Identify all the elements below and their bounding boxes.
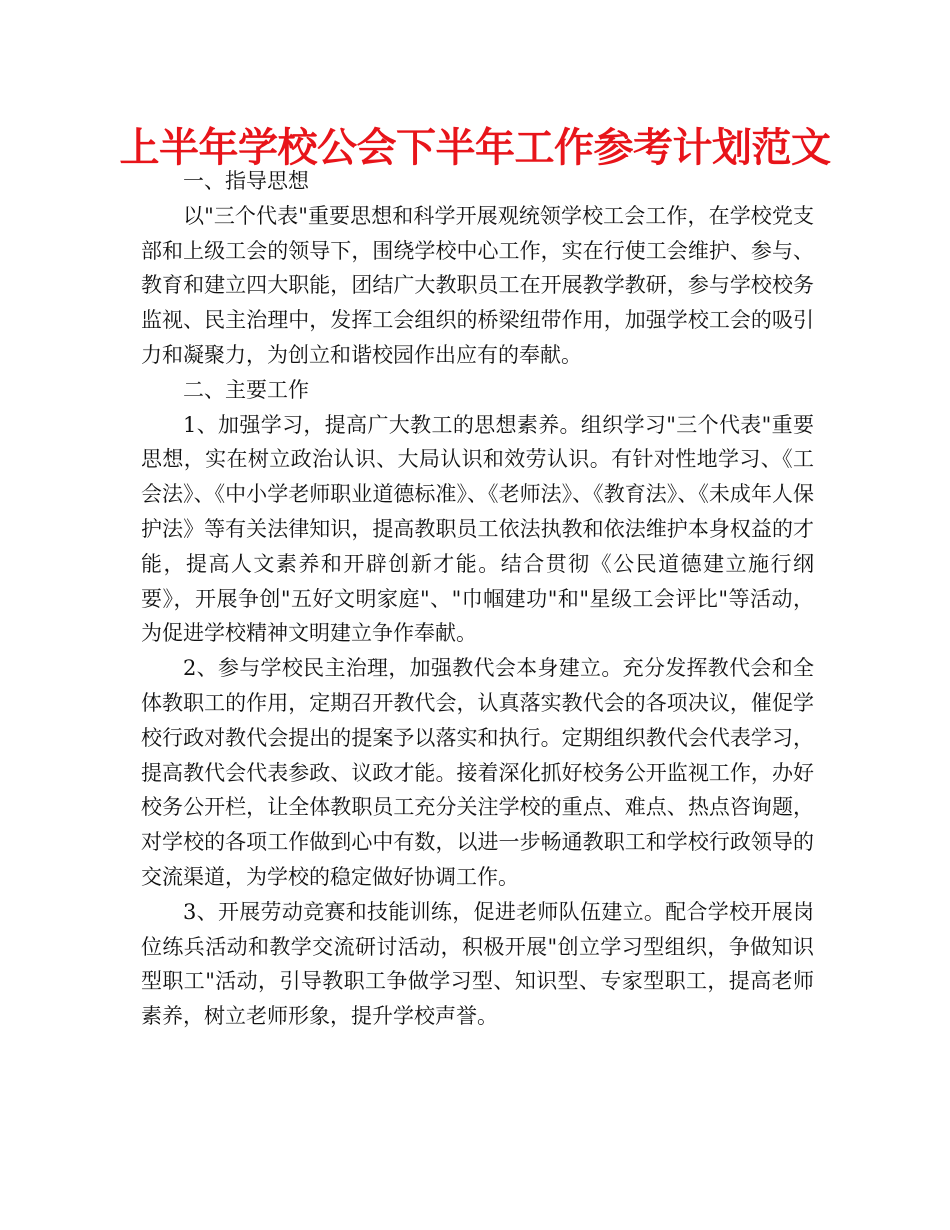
paragraph-work-item-3: 3、开展劳动竞赛和技能训练，促进老师队伍建立。配合学校开展岗位练兵活动和教学交流研讨活动，积极开展"创立学习型组织，争做知识型职工"活动，引导教职工争做学习型、知识型、专家型职工，提高老师素养，树立老师形象，提升学校声誉。 xyxy=(141,899,814,1029)
paragraph-work-item-1: 1、加强学习，提高广大教工的思想素养。组织学习"三个代表"重要思想，实在树立政治认识、大局认识和效劳认识。有针对性地学习、《工会法》、《中小学老师职业道德标准》、《老师法》、《教育法》、《未成年人保护法》等有关法律知识，提高教职员工依法执教和依法维护本身权益的才能，提高人文素养和开辟创新才能。结合贯彻《公民道德建立施行纲要》，开展争创"五好文明家庭"、"巾帼建功"和"星级工会评比"等活动，为促进学校精神文明建立争作奉献。 xyxy=(141,412,814,646)
document-body xyxy=(141,164,814,1034)
paragraph-work-item-2: 2、参与学校民主治理，加强教代会本身建立。充分发挥教代会和全体教职工的作用，定期召开教代会，认真落实教代会的各项决议，催促学校行政对教代会提出的提案予以落实和执行。定期组织教代会代表学习，提高教代会代表参政、议政才能。接着深化抓好校务公开监视工作，办好校务公开栏，让全体教职员工充分关注学校的重点、难点、热点咨询题，对学校的各项工作做到心中有数，以进一步畅通教职工和学校行政领导的交流渠道，为学校的稳定做好协调工作。 xyxy=(141,656,814,889)
paragraph-guiding-ideology: 以"三个代表"重要思想和科学开展观统领学校工会工作，在学校党支部和上级工会的领导下，围绕学校中心工作，实在行使工会维护、参与、教育和建立四大职能，团结广大教职员工在开展教学教研，参与学校校务监视、民主治理中，发挥工会组织的桥梁纽带作用，加强学校工会的吸引力和凝聚力，为创立和谐校园作出应有的奉献。 xyxy=(141,203,814,367)
section-heading-main-work: 二、主要工作 xyxy=(183,377,309,402)
document-title: 上半年学校公会下半年工作参考计划范文 xyxy=(119,125,831,171)
section-heading-guiding-ideology: 一、指导思想 xyxy=(183,169,309,193)
